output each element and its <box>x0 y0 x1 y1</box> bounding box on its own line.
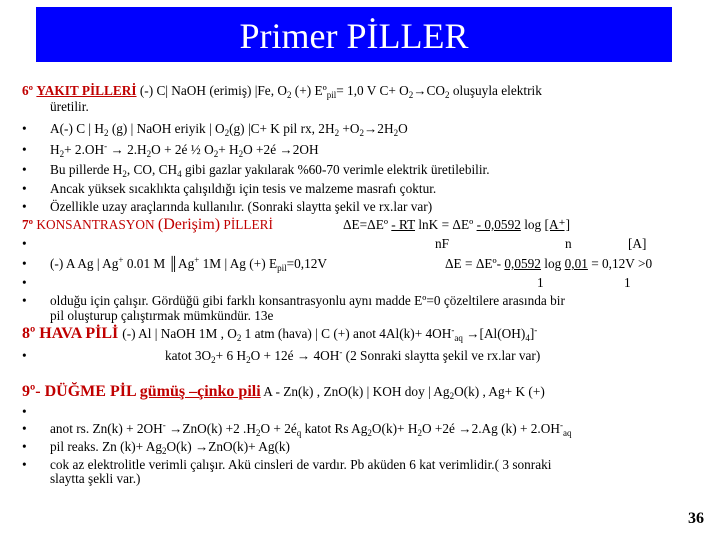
text: O(k)+ H <box>371 421 418 436</box>
text: (-) C| NaOH (erimiş) |Fe, O <box>136 83 287 98</box>
sub: pil <box>277 263 287 273</box>
text: - RT <box>391 217 416 232</box>
concentration-calc <box>445 256 652 271</box>
section-7-heading-paren: (Derişim) <box>157 216 221 233</box>
text: [A⁺] <box>544 217 571 232</box>
sub: 2 <box>162 446 167 456</box>
text: ΔE=ΔEº <box>343 217 392 232</box>
bullet: • <box>22 199 27 214</box>
bullet: • <box>22 162 27 177</box>
text: log <box>520 217 545 232</box>
text: A - Zn(k) , ZnO(k) | KOH doy | Ag <box>260 384 450 399</box>
text: →CO <box>413 83 446 98</box>
bullet: • <box>22 142 27 157</box>
text: = 1,0 V C+ O <box>336 83 409 98</box>
sub: 2 <box>367 428 372 438</box>
sub: aq <box>562 428 572 438</box>
sup: - <box>162 420 166 430</box>
nernst-denominator-3: [A] <box>628 236 647 251</box>
bullet: • <box>22 256 27 271</box>
concentration-cell-notation <box>50 256 327 271</box>
sub: 2 <box>224 128 230 138</box>
section-9-cell-reaction <box>50 439 290 454</box>
bullet: • <box>22 275 27 290</box>
bullet: • <box>22 236 27 251</box>
section-9-note-2: slaytta şekli var.) <box>50 471 141 486</box>
sup: + <box>194 255 200 265</box>
text: katot 3O <box>165 348 212 363</box>
section-6-bullet-1 <box>50 121 408 136</box>
text: pil reaks. Zn (k)+ Ag <box>50 439 163 454</box>
text: O +2é →2OH <box>243 142 319 157</box>
sub: 2 <box>122 169 127 179</box>
sub: 2 <box>236 333 242 343</box>
sub: 2 <box>59 149 65 159</box>
sup: + <box>118 255 124 265</box>
sub: 2 <box>359 128 364 138</box>
text: O + 2é <box>260 421 297 436</box>
text: + 2.OH <box>64 142 105 157</box>
section-6-bullet-3 <box>50 162 490 177</box>
section-7-number: 7º <box>22 217 34 232</box>
bullet: • <box>22 457 27 472</box>
bullet: • <box>22 348 27 363</box>
page-title: Primer PİLLER <box>36 7 672 62</box>
sup: - <box>104 141 108 151</box>
sub: 2 <box>255 428 261 438</box>
text: O + 12é → 4OH <box>250 348 340 363</box>
sub: 2 <box>393 128 399 138</box>
text: = 0,12V >0 <box>587 256 653 271</box>
text: 1 atm (hava) | C (+) anot 4Al(k)+ 4OH <box>241 326 452 341</box>
sub: pil <box>326 90 337 100</box>
section-9-line-1 <box>22 384 545 399</box>
sub: 2 <box>211 355 216 365</box>
section-9-subheading: gümüş –çinko pili <box>139 383 261 400</box>
text: anot rs. Zn(k) + 2OH <box>50 421 163 436</box>
section-7-explanation-2: pil oluşturup çalıştırmak mümkündür. 13e <box>50 308 274 323</box>
bullet: • <box>22 404 27 419</box>
sub: aq <box>454 333 463 343</box>
section-6-heading: YAKIT PİLLERİ <box>36 83 137 98</box>
nernst-denominator-2: n <box>565 236 572 251</box>
text: →ZnO(k) +2 .H <box>165 421 256 436</box>
sub: 2 <box>417 428 422 438</box>
section-8-line-1 <box>22 326 537 341</box>
section-8-heading: HAVA PİLİ <box>35 325 123 342</box>
text: =0,12V <box>286 256 327 271</box>
text: O(k) →ZnO(k)+ Ag(k) <box>166 439 290 454</box>
text: - 0,0592 <box>476 217 521 232</box>
text: ] <box>529 326 535 341</box>
section-7-line-1 <box>22 217 273 232</box>
section-9-note-1: cok az elektrolitle verimli çalışır. Akü cinsleri de vardır. Pb aküden 6 kat verimlidir.( 3 sonraki <box>50 457 552 472</box>
text: gibi gazlar yakılarak %60-70 verimle elektrik üretilebilir. <box>181 162 490 177</box>
sup: - <box>534 325 538 335</box>
text: (+) Eº <box>291 83 327 98</box>
text: (2 Sonraki slaytta şekil ve rx.lar var) <box>342 348 541 363</box>
text: (g) | NaOH eriyik | O <box>108 121 225 136</box>
sub: 4 <box>177 169 182 179</box>
text: →[Al(OH) <box>462 326 526 341</box>
page-number: 36 <box>688 510 704 527</box>
calc-denominator-1: 1 <box>537 275 544 290</box>
text: + H <box>218 142 239 157</box>
text: log <box>540 256 565 271</box>
text: (g) |C+ K pil rx, 2H <box>229 121 335 136</box>
sub: 2 <box>334 128 340 138</box>
nernst-equation <box>343 217 570 232</box>
text: katot Rs Ag <box>301 421 368 436</box>
section-8-cathode <box>165 348 540 363</box>
nernst-denominator-1: nF <box>435 236 450 251</box>
bullet: • <box>22 181 27 196</box>
text: 1M | Ag (+) E <box>199 256 278 271</box>
section-6-bullet-5: Özellikle uzay araçlarında kullanılır. (Sonraki slaytta şekil ve rx.lar var) <box>50 199 433 214</box>
calc-denominator-2: 1 <box>624 275 631 290</box>
text: +O <box>339 121 360 136</box>
text: →2H <box>364 121 394 136</box>
sup: - <box>559 420 563 430</box>
section-9-reactions <box>50 421 571 436</box>
sub: 4 <box>525 333 530 343</box>
text: → 2.H <box>107 142 147 157</box>
text: 0,01 <box>564 256 588 271</box>
section-9-heading: - DÜĞME PİL <box>35 383 140 400</box>
section-6-line-2: üretilir. <box>50 99 89 114</box>
sub: 2 <box>146 149 152 159</box>
bullet: • <box>22 121 27 136</box>
sup: - <box>339 347 343 357</box>
sub: q <box>296 428 302 438</box>
sub: 2 <box>246 355 251 365</box>
section-6-bullet-2 <box>50 142 319 157</box>
text: ΔE = ΔEº- <box>445 256 505 271</box>
text: 0,0592 <box>504 256 541 271</box>
section-8-number: 8º <box>22 325 36 342</box>
text: Bu pillerde H <box>50 162 123 177</box>
text: A(-) C | H <box>50 121 104 136</box>
section-6-bullet-4: Ancak yüksek sıcaklıkta çalışıldığı için tesis ve malzeme masrafı çoktur. <box>50 181 437 196</box>
section-9-number: 9º <box>22 383 36 400</box>
text: lnK = ΔEº <box>415 217 477 232</box>
section-7-explanation-1: olduğu için çalışır. Gördüğü gibi farklı konsantrasyonlu aynı madde Eº=0 çözeltilere arasında bir <box>50 293 565 308</box>
sup: - <box>451 325 455 335</box>
text: H <box>50 142 60 157</box>
sub: 2 <box>104 128 109 138</box>
section-6-line-1 <box>22 83 542 98</box>
text: 0.01 M ║Ag <box>123 256 195 271</box>
text: O(k) , Ag+ K (+) <box>454 384 545 399</box>
bullet: • <box>22 439 27 454</box>
sub: 2 <box>449 391 455 401</box>
text: (-) Al | NaOH 1M , O <box>122 326 237 341</box>
sub: 2 <box>213 149 219 159</box>
section-7-heading-end: PİLLERİ <box>220 217 273 232</box>
text: O + 2é ½ O <box>151 142 214 157</box>
text: O +2é →2.Ag (k) + 2.OH <box>421 421 560 436</box>
text: + 6 H <box>215 348 247 363</box>
bullet: • <box>22 293 27 308</box>
sub: 2 <box>286 90 292 100</box>
sub: 2 <box>408 90 414 100</box>
sub: 2 <box>238 149 244 159</box>
bullet: • <box>22 421 27 436</box>
sub: 2 <box>445 90 450 100</box>
text: oluşuyla elektrik <box>449 83 542 98</box>
text: (-) A Ag | Ag <box>50 256 119 271</box>
text: O <box>398 121 408 136</box>
section-7-heading: KONSANTRASYON <box>33 217 158 232</box>
section-6-number: 6º <box>22 83 34 98</box>
text: , CO, CH <box>126 162 178 177</box>
